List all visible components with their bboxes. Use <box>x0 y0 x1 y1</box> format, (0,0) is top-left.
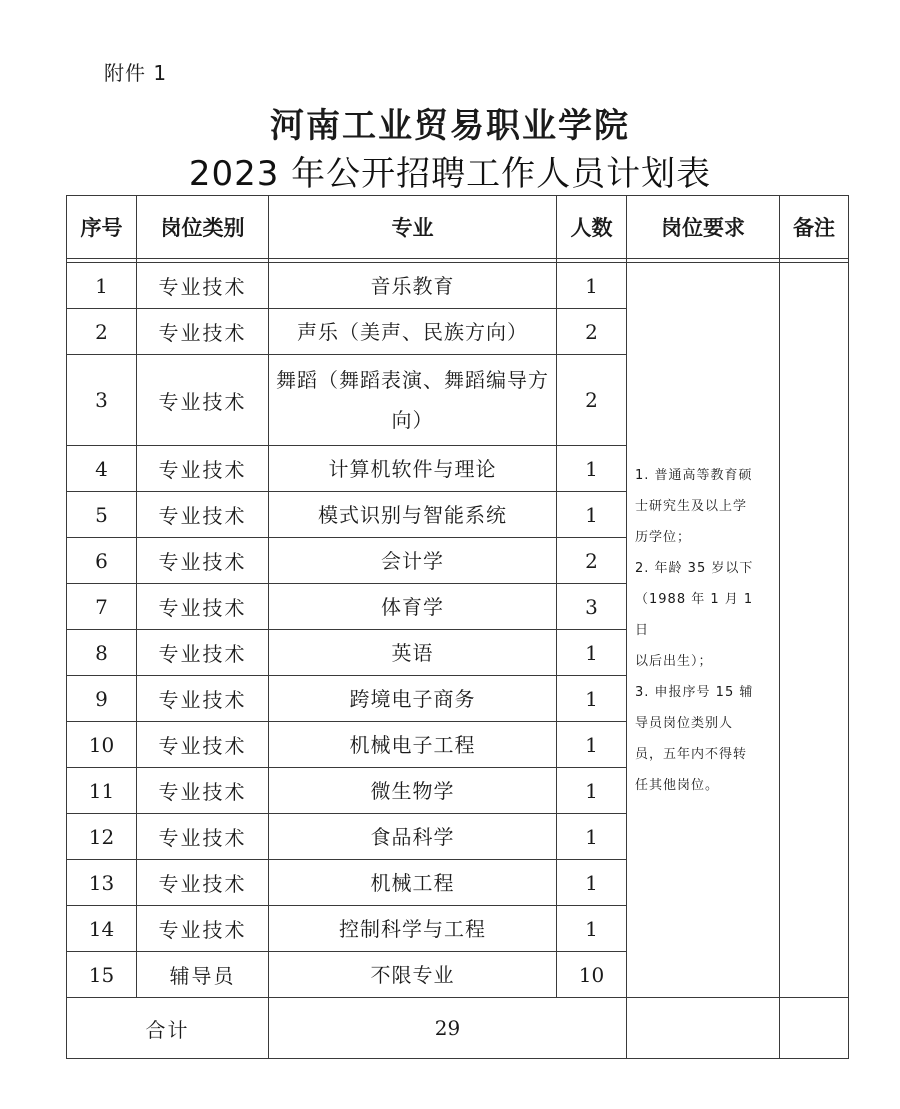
cell-major: 机械工程 <box>269 860 557 906</box>
cell-category: 专业技术 <box>137 906 269 952</box>
cell-major: 体育学 <box>269 584 557 630</box>
cell-no: 10 <box>67 722 137 768</box>
requirement-line: 2. 年龄 35 岁以下 <box>635 560 754 576</box>
total-requirements-cell <box>627 998 780 1059</box>
table-row <box>67 263 849 309</box>
header-cell-requirements: 岗位要求 <box>627 196 780 259</box>
requirement-line: 历学位； <box>635 529 692 545</box>
cell-count: 1 <box>557 722 627 768</box>
total-row <box>67 998 849 1059</box>
cell-no: 13 <box>67 860 137 906</box>
cell-count: 1 <box>557 768 627 814</box>
cell-no: 7 <box>67 584 137 630</box>
cell-no: 9 <box>67 676 137 722</box>
requirement-line: 以后出生）； <box>635 653 713 669</box>
recruitment-plan-table <box>66 195 849 1059</box>
requirement-line: 3. 申报序号 15 辅 <box>635 684 754 700</box>
cell-category: 专业技术 <box>137 355 269 446</box>
requirement-line: 1. 普通高等教育硕 <box>635 467 753 483</box>
attachment-label: 附件 1 <box>104 61 168 85</box>
cell-category: 专业技术 <box>137 446 269 492</box>
cell-no: 1 <box>67 263 137 309</box>
cell-count: 1 <box>557 906 627 952</box>
cell-major: 跨境电子商务 <box>269 676 557 722</box>
requirements-cell <box>627 263 780 998</box>
cell-count: 2 <box>557 355 627 446</box>
cell-major: 声乐（美声、民族方向） <box>269 309 557 355</box>
cell-count: 1 <box>557 630 627 676</box>
cell-major: 机械电子工程 <box>269 722 557 768</box>
header-cell-no: 序号 <box>67 196 137 259</box>
cell-category: 专业技术 <box>137 538 269 584</box>
cell-major: 食品科学 <box>269 814 557 860</box>
cell-category: 专业技术 <box>137 584 269 630</box>
cell-category: 专业技术 <box>137 860 269 906</box>
cell-category: 专业技术 <box>137 722 269 768</box>
cell-count: 1 <box>557 676 627 722</box>
requirement-line: 任其他岗位。 <box>635 777 720 793</box>
cell-no: 14 <box>67 906 137 952</box>
cell-count: 10 <box>557 952 627 998</box>
cell-count: 3 <box>557 584 627 630</box>
cell-no: 11 <box>67 768 137 814</box>
header-cell-count: 人数 <box>557 196 627 259</box>
cell-count: 2 <box>557 538 627 584</box>
cell-major: 模式识别与智能系统 <box>269 492 557 538</box>
cell-major: 计算机软件与理论 <box>269 446 557 492</box>
cell-major: 舞蹈（舞蹈表演、舞蹈编导方向） <box>269 355 557 446</box>
cell-major: 会计学 <box>269 538 557 584</box>
cell-category: 辅导员 <box>137 952 269 998</box>
cell-no: 8 <box>67 630 137 676</box>
cell-no: 2 <box>67 309 137 355</box>
cell-no: 15 <box>67 952 137 998</box>
cell-no: 5 <box>67 492 137 538</box>
cell-count: 1 <box>557 446 627 492</box>
cell-count: 1 <box>557 860 627 906</box>
cell-category: 专业技术 <box>137 492 269 538</box>
header-row <box>67 196 849 259</box>
cell-count: 1 <box>557 263 627 309</box>
total-label: 合计 <box>67 998 269 1059</box>
cell-no: 6 <box>67 538 137 584</box>
cell-major: 微生物学 <box>269 768 557 814</box>
cell-no: 4 <box>67 446 137 492</box>
total-remarks-cell <box>780 998 849 1059</box>
cell-major: 控制科学与工程 <box>269 906 557 952</box>
cell-category: 专业技术 <box>137 768 269 814</box>
remarks-cell <box>780 263 849 998</box>
cell-category: 专业技术 <box>137 630 269 676</box>
header-cell-major: 专业 <box>269 196 557 259</box>
cell-count: 2 <box>557 309 627 355</box>
cell-major: 不限专业 <box>269 952 557 998</box>
cell-category: 专业技术 <box>137 814 269 860</box>
cell-count: 1 <box>557 814 627 860</box>
cell-category: 专业技术 <box>137 309 269 355</box>
cell-no: 3 <box>67 355 137 446</box>
requirement-line: （1988 年 1 月 1 日 <box>635 591 754 638</box>
header-cell-remarks: 备注 <box>780 196 849 259</box>
cell-category: 专业技术 <box>137 676 269 722</box>
cell-category: 专业技术 <box>137 263 269 309</box>
document-title: 河南工业贸易职业学院 <box>270 106 630 146</box>
requirement-line: 导员岗位类别人 <box>635 715 734 731</box>
cell-count: 1 <box>557 492 627 538</box>
requirement-line: 员，五年内不得转 <box>635 746 748 762</box>
cell-no: 12 <box>67 814 137 860</box>
cell-major: 英语 <box>269 630 557 676</box>
requirement-line: 士研究生及以上学 <box>635 498 748 514</box>
header-cell-category: 岗位类别 <box>137 196 269 259</box>
document-subtitle: 2023 年公开招聘工作人员计划表 <box>188 154 712 194</box>
cell-major: 音乐教育 <box>269 263 557 309</box>
total-value: 29 <box>269 998 627 1059</box>
